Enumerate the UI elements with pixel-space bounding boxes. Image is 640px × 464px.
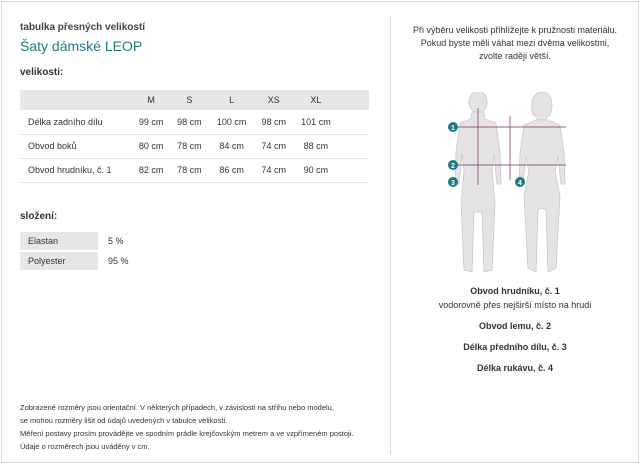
page-subtitle: tabulka přesných velikostí: [20, 22, 146, 33]
marker-label: 2: [451, 163, 455, 170]
table-cell: 74 cm: [255, 158, 293, 182]
size-column-header: XL: [293, 90, 339, 110]
table-cell: 78 cm: [170, 134, 208, 158]
hint-line: zvolte raději větší.: [478, 51, 552, 61]
size-table-header: [20, 90, 369, 110]
marker-1: [448, 122, 458, 132]
row-label: Délka zadního dílu: [20, 110, 132, 134]
table-cell: 90 cm: [293, 158, 339, 182]
table-cell: 78 cm: [170, 158, 208, 182]
size-column-header: L: [209, 90, 255, 110]
marker-2: [448, 160, 458, 170]
table-cell: 100 cm: [209, 110, 255, 134]
marker-label: 1: [451, 125, 455, 132]
column-divider: [390, 16, 391, 454]
note-line: Údaje o rozměrech jsou uváděny v cm.: [20, 442, 150, 451]
material-name: Polyester: [20, 252, 98, 270]
hint-line: Pokud byste měli váhat mezi dvěma velikostmi,: [420, 38, 610, 48]
measure-desc: vodorovně přes nejširší místo na hrudi: [438, 300, 592, 310]
size-hint: [391, 24, 639, 63]
material-name: Elastan: [20, 232, 98, 250]
table-cell: 101 cm: [293, 110, 339, 134]
table-row: [20, 110, 369, 134]
table-cell-spacer: [339, 134, 369, 158]
back-silhouette: [519, 92, 565, 272]
composition-row: [20, 252, 129, 270]
row-label: Obvod hrudníku, č. 1: [20, 158, 132, 182]
table-cell: 98 cm: [170, 110, 208, 134]
measure-title: Obvod lemu, č. 2: [478, 321, 552, 331]
table-cell: 82 cm: [132, 158, 170, 182]
composition-table: [20, 230, 129, 272]
note-line: se mohou rozměry lišit od údajů uvedených v tabulce velikostí.: [20, 416, 228, 425]
table-cell-spacer: [339, 110, 369, 134]
size-table: [20, 90, 369, 183]
marker-3: [448, 177, 458, 187]
table-cell: 84 cm: [209, 134, 255, 158]
table-row: [20, 134, 369, 158]
hint-line: Při výběru velikosti přihlížejte k pružnosti materiálu.: [412, 25, 618, 35]
size-column-header: S: [170, 90, 208, 110]
marker-label: 4: [518, 180, 522, 187]
size-column-spacer: [339, 90, 369, 110]
note-line: Zobrazené rozměry jsou orientační. V některých případech, v závislosti na střihu nebo modelu,: [20, 403, 334, 412]
table-cell: 99 cm: [132, 110, 170, 134]
measure-descriptions: [391, 286, 639, 373]
table-cell: 98 cm: [255, 110, 293, 134]
size-notes: [20, 401, 370, 453]
composition-row: [20, 232, 129, 250]
marker-4: [515, 177, 525, 187]
table-cell: 88 cm: [293, 134, 339, 158]
composition-label: složení:: [20, 211, 58, 222]
measure-title: Délka předního dílu, č. 3: [463, 342, 567, 352]
marker-label: 3: [451, 180, 455, 187]
page-title: Šaty dámské LEOP: [20, 38, 143, 54]
size-table-corner: [20, 90, 132, 110]
table-cell-spacer: [339, 158, 369, 182]
material-percent: 5 %: [108, 236, 124, 246]
table-cell: 74 cm: [255, 134, 293, 158]
measure-title: Délka rukávu, č. 4: [476, 363, 554, 373]
table-cell: 80 cm: [132, 134, 170, 158]
measure-title: Obvod hrudníku, č. 1: [470, 286, 560, 296]
table-row: [20, 158, 369, 182]
size-column-header: M: [132, 90, 170, 110]
header: [20, 22, 370, 54]
body-measurement-figure: [438, 92, 578, 282]
row-label: Obvod boků: [20, 134, 132, 158]
note-line: Měření postavy prosím provádějte ve spodním prádle krejčovským metrem a ve vzpřímeném postoji.: [20, 429, 354, 438]
material-percent: 95 %: [108, 256, 129, 266]
sizes-label: velikosti:: [20, 67, 64, 78]
size-column-header: XS: [255, 90, 293, 110]
table-cell: 86 cm: [209, 158, 255, 182]
